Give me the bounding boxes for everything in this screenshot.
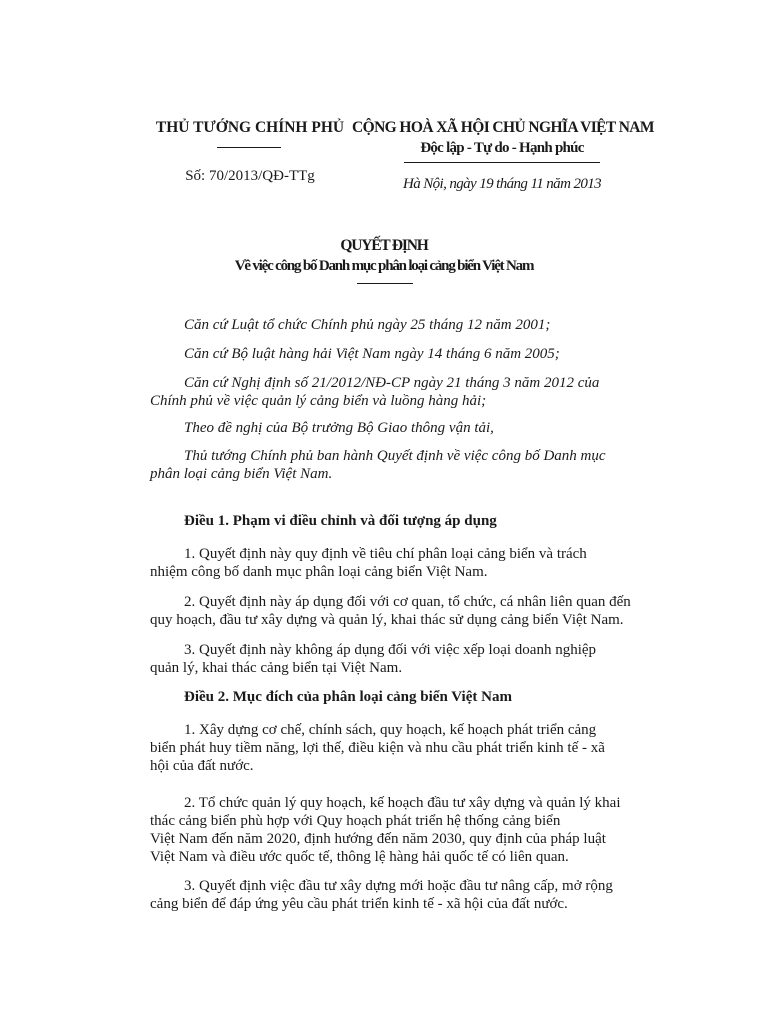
place-and-date: Hà Nội, ngày 19 tháng 11 năm 2013: [402, 176, 602, 192]
issuing-agency: THỦ TƯỚNG CHÍNH PHỦ: [155, 119, 345, 136]
preamble-line: Thủ tướng Chính phủ ban hành Quyết định về việc công bố Danh mục: [184, 448, 606, 464]
decision-subject: Về việc công bố Danh mục phân loại cảng biển Việt Nam: [234, 258, 534, 274]
article-1-line: quản lý, khai thác cảng biển tại Việt Nam.: [150, 660, 403, 676]
republic-name: CỘNG HOÀ XÃ HỘI CHỦ NGHĨA VIỆT NAM: [352, 119, 654, 136]
preamble-line: Chính phủ về việc quản lý cảng biển và luồng hàng hải;: [150, 393, 487, 409]
document-number: Số: 70/2013/QĐ-TTg: [185, 168, 315, 184]
article-1-line: 2. Quyết định này áp dụng đối với cơ quan, tổ chức, cá nhân liên quan đến: [184, 594, 631, 610]
article-2-line: Việt Nam và điều ước quốc tế, thông lệ hàng hải quốc tế có liên quan.: [150, 849, 569, 865]
preamble-line: Căn cứ Luật tổ chức Chính phủ ngày 25 tháng 12 năm 2001;: [184, 317, 551, 333]
article-2-heading: Điều 2. Mục đích của phân loại cảng biển Việt Nam: [184, 689, 512, 705]
article-2-line: Việt Nam đến năm 2020, định hướng đến năm 2030, quy định của pháp luật: [150, 831, 606, 847]
article-2-line: biển phát huy tiềm năng, lợi thế, điều kiện và nhu cầu phát triển kinh tế - xã: [150, 740, 605, 756]
article-2-line: cảng biển để đáp ứng yêu cầu phát triển kinh tế - xã hội của đất nước.: [150, 896, 568, 912]
article-1-heading: Điều 1. Phạm vi điều chỉnh và đối tượng áp dụng: [184, 513, 497, 529]
article-2-line: thác cảng biển phù hợp với Quy hoạch phát triển hệ thống cảng biển: [150, 813, 561, 829]
agency-underline: [217, 147, 281, 148]
preamble-line: phân loại cảng biển Việt Nam.: [150, 466, 333, 482]
article-2-line: 2. Tổ chức quản lý quy hoạch, kế hoạch đầu tư xây dựng và quản lý khai: [184, 795, 621, 811]
article-2-line: 3. Quyết định việc đầu tư xây dựng mới hoặc đầu tư nâng cấp, mở rộng: [184, 878, 613, 894]
article-2-line: hội của đất nước.: [150, 758, 254, 774]
article-1-line: 3. Quyết định này không áp dụng đối với việc xếp loại doanh nghiệp: [184, 642, 597, 658]
article-2-line: 1. Xây dựng cơ chế, chính sách, quy hoạch, kế hoạch phát triển cảng: [184, 722, 597, 738]
preamble-line: Theo đề nghị của Bộ trưởng Bộ Giao thông vận tải,: [184, 420, 494, 436]
preamble-line: Căn cứ Bộ luật hàng hải Việt Nam ngày 14 tháng 6 năm 2005;: [184, 346, 560, 362]
decision-title: QUYẾT ĐỊNH: [340, 237, 428, 254]
motto-underline: [404, 162, 600, 163]
article-1-line: nhiệm công bố danh mục phân loại cảng biển Việt Nam.: [150, 564, 488, 580]
title-underline: [357, 283, 413, 284]
article-1-line: quy hoạch, đầu tư xây dựng và quản lý, khai thác sử dụng cảng biển Việt Nam.: [150, 612, 624, 628]
national-motto: Độc lập - Tự do - Hạnh phúc: [420, 140, 584, 156]
preamble-line: Căn cứ Nghị định số 21/2012/NĐ-CP ngày 21 tháng 3 năm 2012 của: [184, 375, 600, 391]
article-1-line: 1. Quyết định này quy định về tiêu chí phân loại cảng biển và trách: [184, 546, 587, 562]
